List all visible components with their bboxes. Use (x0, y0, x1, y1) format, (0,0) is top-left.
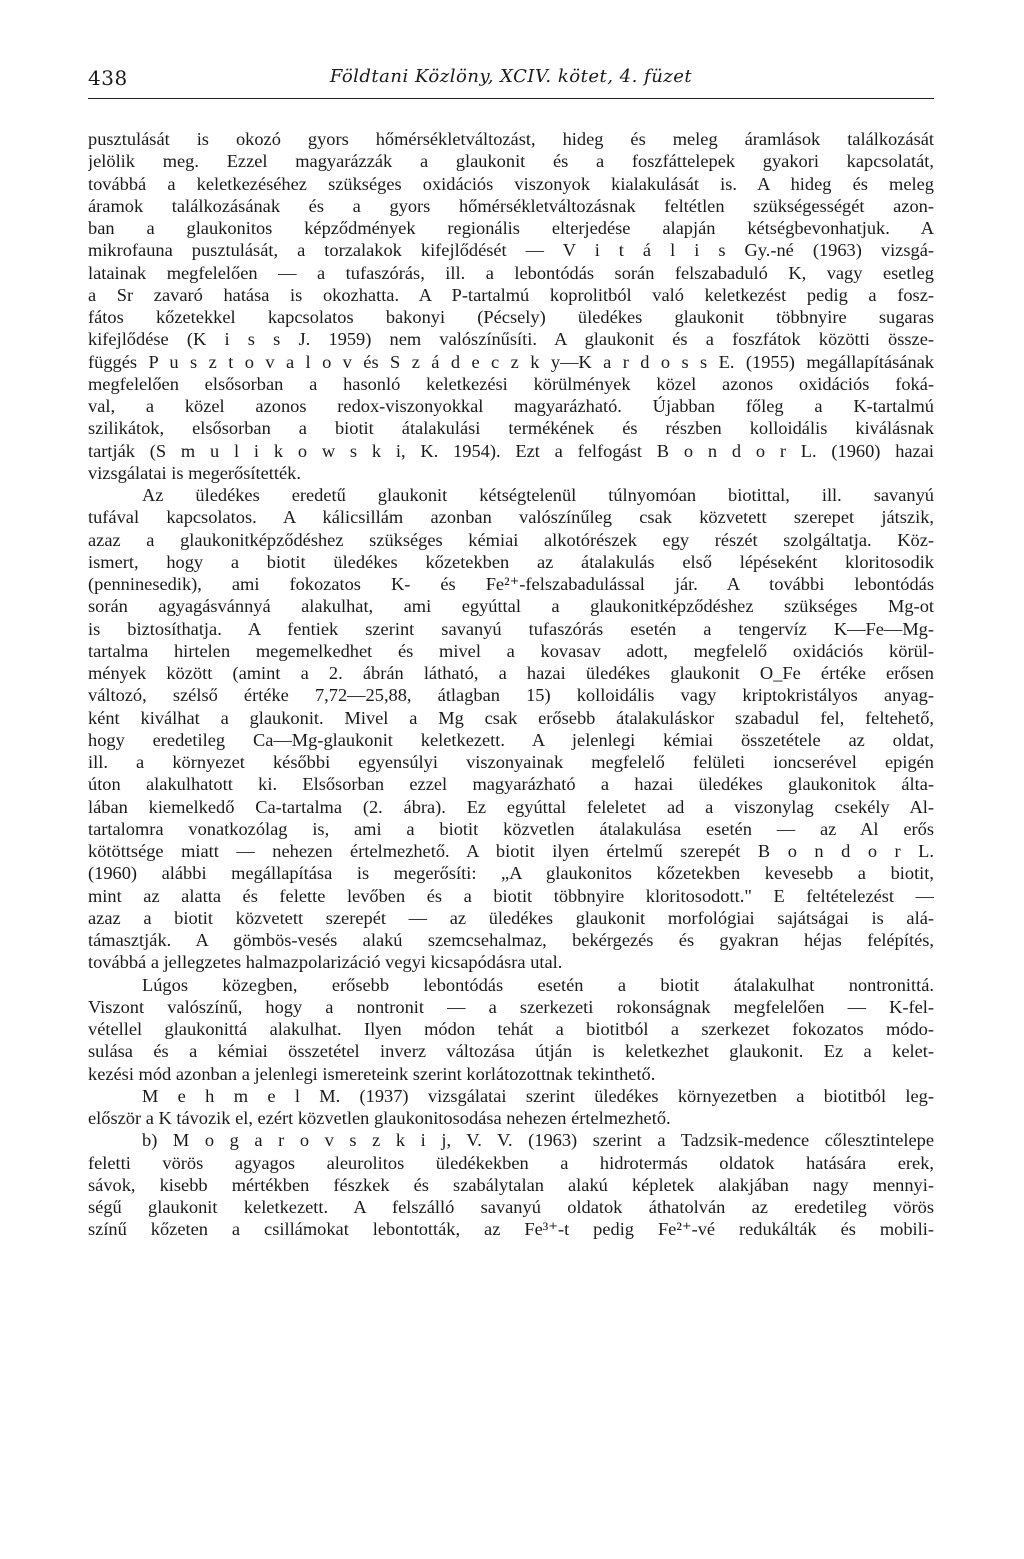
text-line: azaz a glaukonitképződéshez szükséges kémiai alkotórészek egy részét szolgáltatja. Köz- (88, 529, 934, 550)
text-line: először a K távozik el, ezért közvetlen glaukonitosodása nehezen értelmezhető. (88, 1108, 671, 1128)
text-line: pusztulását is okozó gyors hőmérsékletváltozást, hideg és meleg áramlások találkozását (88, 129, 934, 149)
text-line: kezési mód azonban a jelenlegi ismereteink szerint korlátozottnak tekinthető. (88, 1063, 656, 1084)
text-line: tartalma hirtelen megemelkedhet és mivel a kovasav adott, megfelelő oxidációs körül- (88, 640, 934, 661)
text-line: úton alakulhatott ki. Elsősorban ezzel magyarázható a hazai üledékes glaukonitok álta- (88, 774, 934, 795)
text-line: ként kiválhat a glaukonit. Mivel a Mg csak erősebb átalakuláskor szabadul fel, feltehető, (88, 707, 934, 728)
text-line: a Sr zavaró hatása is okozhatta. A P-tartalmú koprolitból való keletkezést pedig a fosz- (88, 284, 934, 305)
text-line: hogy eredetileg Ca—Mg-glaukonit keletkezett. A jelenlegi kémiai összetétele az oldat, (88, 729, 934, 750)
text-line: sávok, kisebb mértékben fészkek és szabálytalan alakú képletek alakjában nagy mennyi- (88, 1174, 934, 1195)
text-line: tufával kapcsolatos. A kálicsillám azonban valószínűleg csak közvetett szerepet játszik, (88, 507, 934, 528)
text-line: áramok találkozásának és a gyors hőmérsékletváltozásnak feltétlen szükségességét azon- (88, 195, 934, 216)
text-line: kötöttsége miatt — nehezen értelmezhető. A biotit ilyen értelmű szerepét B o n d o r L. (88, 841, 934, 861)
text-line: megfelelően elsősorban a hasonló keletkezési körülmények közel azonos oxidációs foká- (88, 373, 934, 394)
text-line: tartalomra vonatkozólag is, ami a biotit közvetlen átalakulása esetén — az Al erős (88, 818, 934, 839)
text-line: továbbá a jellegzetes halmazpolarizáció vegyi kicsapódásra utal. (88, 952, 563, 973)
text-line: jelölik meg. Ezzel magyarázzák a glaukonit és a foszfáttelepek gyakori kapcsolatát, (88, 151, 934, 172)
text-line: b) M o g a r o v s z k i j, V. V. (1963) szerint a Tadzsik-medence cőlesztintelepe (142, 1130, 934, 1151)
text-line: lában kiemelkedő Ca-tartalma (2. ábra). Ez egyúttal feleletet ad a viszonylag csekély Al- (88, 796, 934, 817)
text-line: vétellel glaukonittá alakulhat. Ilyen módon tehát a biotitból a szerkezet fokozatos módo- (88, 1019, 934, 1039)
page-number: 438 (88, 66, 128, 90)
text-line: (1960) alábbi megállapítása is megerősíti: „A glaukonitos kőzetekben kevesebb a biotit, (88, 863, 934, 884)
text-line: Viszont valószínű, hogy a nontronit — a szerkezeti rokonságnak megfelelően — K-fel- (88, 996, 934, 1017)
body-text (88, 128, 934, 1241)
text-line: latainak megfelelően — a tufaszórás, ill. a lebontódás során felszabaduló K, vagy esetleg (88, 262, 934, 283)
text-line: ismert, hogy a biotit üledékes kőzetekben az átalakulás első lépéseként kloritosodik (88, 551, 934, 572)
text-line: támasztják. A gömbös-vesés alakú szemcsehalmaz, bekérgezés és gyakran héjas felépítés, (88, 930, 934, 950)
text-line: mikrofauna pusztulását, a torzalakok kifejlődését — V i t á l i s Gy.-né (1963) vizsgá- (88, 240, 934, 261)
text-line: feletti vörös agyagos aleurolitos üledékekben a hidrotermás oldatok hatására erek, (88, 1152, 934, 1173)
text-line: (penninesedik), ami fokozatos K- és Fe²⁺-felszabadulással jár. A további lebontódás (88, 574, 934, 594)
text-line: azaz a biotit közvetett szerepét — az üledékes glaukonit morfológiai sajátságai is alá- (88, 907, 934, 928)
text-line: szilikátok, elsősorban a biotit átalakulási termékének és részben kolloidális kiválásnak (88, 418, 934, 439)
text-line: kifejlődése (K i s s J. 1959) nem valószínűsíti. A glaukonit és a foszfátok közötti össze- (88, 329, 934, 350)
text-line: ban a glaukonitos képződmények regionális elterjedése alapján kétségbevonhatjuk. A (88, 218, 934, 238)
text-line: is biztosíthatja. A fentiek szerint savanyú tufaszórás esetén a tengervíz K—Fe—Mg- (88, 618, 934, 639)
text-line: vizsgálatai is megerősítették. (88, 462, 301, 483)
text-line: függés P u s z t o v a l o v és S z á d e c z k y—K a r d o s s E. (1955) megállapításának (88, 351, 934, 372)
text-line: sulása és a kémiai összetétel inverz változása útján is keletkezhet glaukonit. Ez a kelet- (88, 1041, 934, 1062)
text-line: fátos kőzetekkel kapcsolatos bakonyi (Pécsely) üledékes glaukonit többnyire sugaras (88, 307, 934, 327)
text-line: tartják (S m u l i k o w s k i, K. 1954). Ezt a felfogást B o n d o r L. (1960) hazai (88, 440, 934, 461)
text-line: során agyagásvánnyá alakulhat, ami egyúttal a glaukonitképződéshez szükséges Mg-ot (88, 596, 934, 617)
text-line: továbbá a keletkezéséhez szükséges oxidációs viszonyok kialakulását is. A hideg és meleg (88, 173, 934, 194)
text-line: Az üledékes eredetű glaukonit kétségtelenül túlnyomóan biotittal, ill. savanyú (142, 485, 934, 505)
text-line: Lúgos közegben, erősebb lebontódás esetén a biotit átalakulhat nontronittá. (142, 974, 934, 995)
text-line: M e h m e l M. (1937) vizsgálatai szerint üledékes környezetben a biotitból leg- (142, 1085, 934, 1106)
text-line: változó, szélső értéke 7,72—25,88, átlagban 15) kolloidális vagy kriptokristályos anyag- (88, 685, 934, 706)
text-line: ill. a környezet későbbi egyensúlyi viszonyainak megfelelő felületi ioncserével epigén (88, 752, 934, 772)
text-line: ségű glaukonit keletkezett. A felszálló savanyú oldatok áthatolván az eredetileg vörös (88, 1197, 934, 1217)
text-line: mint az alatta és felette levőben és a biotit többnyire kloritosodott." E feltételezést — (88, 885, 934, 906)
journal-title: Földtani Közlöny, XCIV. kötet, 4. füzet (329, 66, 693, 87)
text-line: val, a közel azonos redox-viszonyokkal magyarázható. Újabban főleg a K-tartalmú (88, 396, 934, 416)
text-line: színű kőzeten a csillámokat lebontották, az Fe³⁺-t pedig Fe²⁺-vé redukálták és mobili- (88, 1219, 934, 1240)
running-header (88, 66, 934, 99)
text-line: mények között (amint a 2. ábrán látható, a hazai üledékes glaukonit O_Fe értéke erősen (88, 663, 934, 683)
